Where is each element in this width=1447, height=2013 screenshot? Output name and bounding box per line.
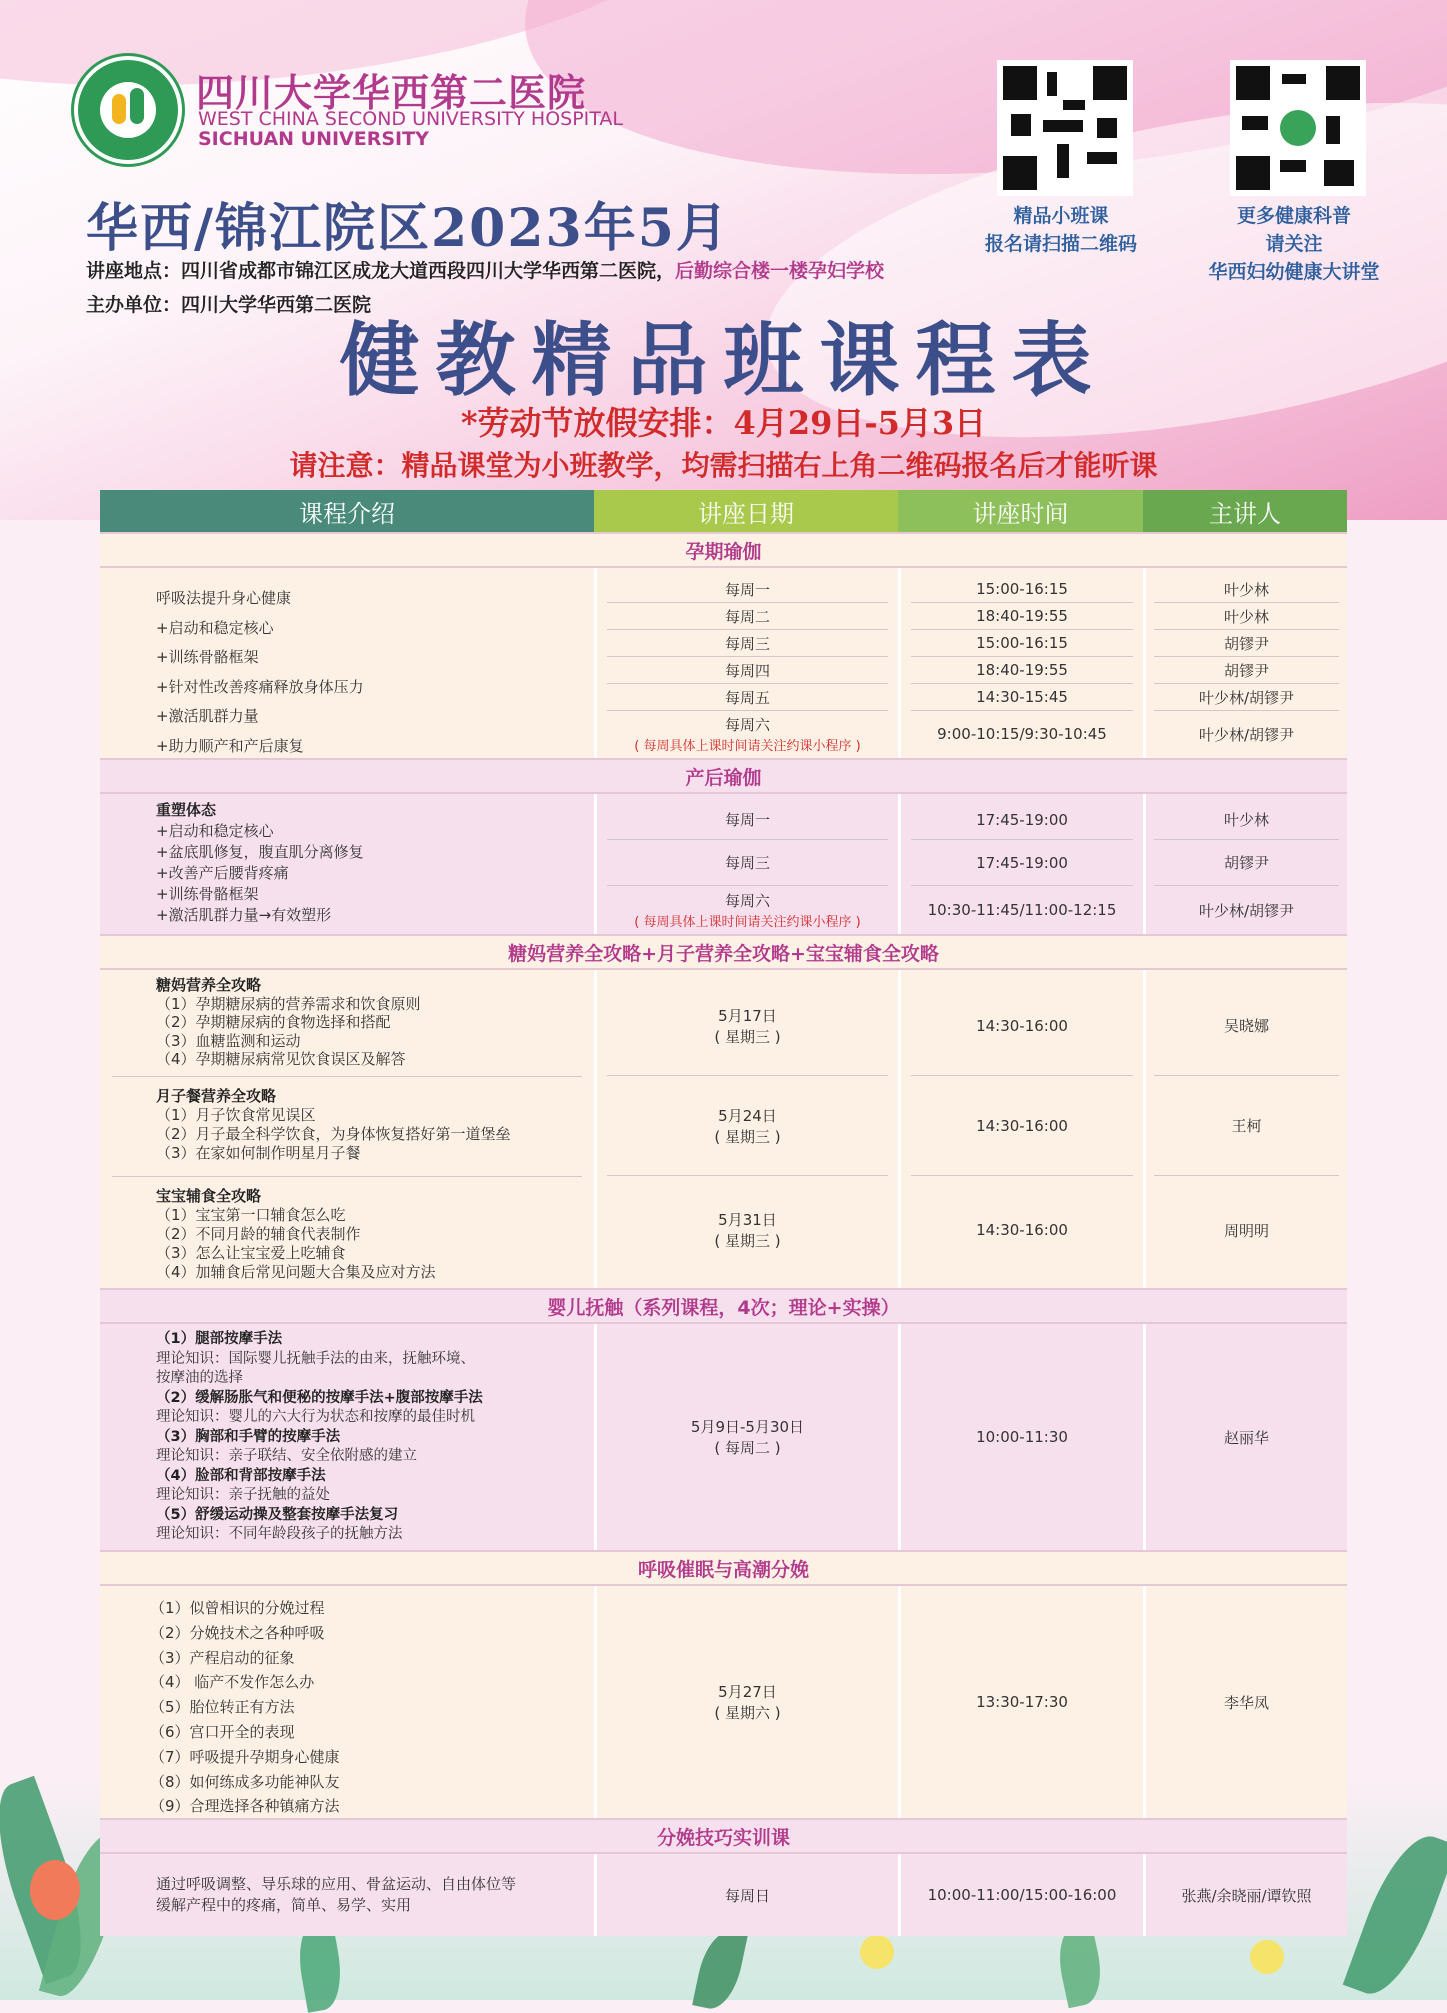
speaker-cell: 叶少林/胡镠尹 [1198, 901, 1295, 920]
speaker-cell: 叶少林/胡镠尹 [1154, 684, 1339, 711]
header-speaker: 主讲人 [1143, 490, 1347, 532]
date-cell: 每周四 [607, 657, 888, 684]
header-time: 讲座时间 [898, 490, 1143, 532]
course-description: （1）腿部按摩手法 理论知识：国际婴儿抚触手法的由来，抚触环境、 按摩油的选择 （2）缓解肠胀气和便秘的按摩手法+腹部按摩手法 理论知识：婴儿的六大行为状态和按摩的最佳时机 （3）胸部和手臂的按摩手法 理论知识：亲子联结、安全依附感的建立 （4）脸部和背部按摩手法 理论知识：亲子抚触的益处 （5）舒缓运动操及整套按摩手法复习 理论知识：不同年龄段孩子的抚触方法 [156, 1331, 483, 1542]
course-item: 糖妈营养全攻略 （1）孕期糖尿病的营养需求和饮食原则 （2）孕期糖尿病的食物选择和搭配 （3）血糖监测和运动 （4）孕期糖尿病常见饮食误区及解答 [112, 976, 582, 1077]
section-nutrition [100, 970, 1347, 1288]
date-cell: 每周六 ( 每周具体上课时间请关注约课小程序 ) [634, 892, 861, 930]
section-infant-massage [100, 1324, 1347, 1550]
date-cell: 每周二 [607, 603, 888, 630]
course-description [100, 970, 594, 1288]
date-cell: 每周三 [607, 840, 888, 886]
time-cell: 14:30-16:00 [976, 1221, 1068, 1239]
signup-notice: 请注意：精品课堂为小班教学，均需扫描右上角二维码报名后才能听课 [289, 449, 1158, 482]
time-cell: 17:45-19:00 [911, 800, 1133, 840]
time-cell: 13:30-17:30 [898, 1586, 1143, 1818]
time-cell: 15:00-16:15 [911, 576, 1133, 603]
speaker-cell: 叶少林 [1154, 603, 1339, 630]
date-cell: 5月24日 ( 星期三 ) [607, 1076, 888, 1176]
section-title: 分娩技巧实训课 [100, 1818, 1347, 1854]
date-cell: 5月17日 ( 星期三 ) [607, 976, 888, 1076]
header-course: 课程介绍 [100, 490, 594, 532]
schedule-table [100, 490, 1347, 1936]
speaker-cell: 叶少林 [1154, 576, 1339, 603]
time-cell: 14:30-16:00 [911, 976, 1133, 1076]
section-title: 孕期瑜伽 [100, 532, 1347, 568]
hospital-logo [74, 56, 182, 164]
section-postpartum-yoga [100, 794, 1347, 934]
speaker-column [1143, 568, 1347, 758]
time-cell: 10:30-11:45/11:00-12:15 [927, 901, 1117, 919]
course-item: 月子餐营养全攻略 （1）月子饮食常见误区 （2）月子最全科学饮食，为身体恢复搭好第一道堡垒 （3）在家如何制作明星月子餐 [112, 1077, 582, 1177]
speaker-cell: 叶少林 [1154, 800, 1339, 840]
time-column [898, 970, 1143, 1288]
time-cell: 14:30-15:45 [911, 684, 1133, 711]
venue-info: 讲座地点：四川省成都市锦江区成龙大道西段四川大学华西第二医院，后勤综合楼一楼孕妇学校 [86, 260, 885, 282]
date-cell: 每周日 [594, 1854, 898, 1936]
time-cell: 10:00-11:00/15:00-16:00 [898, 1854, 1143, 1936]
time-cell: 18:40-19:55 [911, 657, 1133, 684]
course-description: 呼吸法提升身心健康 +启动和稳定核心 +训练骨骼框架 +针对性改善疼痛释放身体压力 +激活肌群力量 +助力顺产和产后康复 [156, 589, 364, 755]
section-title: 产后瑜伽 [100, 758, 1347, 794]
date-column [594, 568, 898, 758]
qr-code-signup[interactable] [997, 60, 1133, 196]
time-cell: 18:40-19:55 [911, 603, 1133, 630]
time-column [898, 794, 1143, 934]
speaker-cell: 张燕/余晓丽/谭钦照 [1143, 1854, 1347, 1936]
qr-code-follow[interactable] [1230, 60, 1366, 196]
schedule-title: 健教精品班课程表 [339, 313, 1108, 407]
organizer-info: 主办单位：四川大学华西第二医院 [86, 294, 372, 316]
date-cell: 5月27日 ( 星期六 ) [594, 1586, 898, 1818]
qr-caption-signup: 精品小班课 报名请扫描二维码 [984, 205, 1137, 255]
speaker-cell: 李华凤 [1143, 1586, 1347, 1818]
date-cell: 5月31日 ( 星期三 ) [714, 1211, 781, 1250]
speaker-column [1143, 794, 1347, 934]
flower-decor [1250, 1940, 1284, 1974]
time-cell: 15:00-16:15 [911, 630, 1133, 657]
speaker-cell: 吴晓娜 [1154, 976, 1339, 1076]
hospital-name-cn: 四川大学华西第二医院 [196, 71, 587, 115]
speaker-cell: 周明明 [1223, 1221, 1269, 1240]
time-cell: 14:30-16:00 [911, 1076, 1133, 1176]
date-cell: 每周一 [607, 800, 888, 840]
date-cell: 5月9日-5月30日 ( 每周二 ) [594, 1324, 898, 1550]
time-cell: 10:00-11:30 [898, 1324, 1143, 1550]
speaker-column [1143, 970, 1347, 1288]
table-header [100, 490, 1347, 532]
section-birth-skills [100, 1854, 1347, 1936]
time-column [898, 568, 1143, 758]
speaker-cell: 胡镠尹 [1154, 840, 1339, 886]
flower-decor [30, 1860, 80, 1920]
qr-caption-follow: 更多健康科普 请关注 华西妇幼健康大讲堂 [1208, 205, 1380, 283]
date-cell: 每周三 [607, 630, 888, 657]
speaker-cell: 王柯 [1154, 1076, 1339, 1176]
date-cell: 每周六 ( 每周具体上课时间请关注约课小程序 ) [634, 716, 861, 754]
date-cell: 每周五 [607, 684, 888, 711]
speaker-cell: 胡镠尹 [1154, 630, 1339, 657]
date-column [594, 970, 898, 1288]
flower-decor [860, 1935, 894, 1969]
section-prenatal-yoga [100, 568, 1347, 758]
header-date: 讲座日期 [594, 490, 898, 532]
date-cell: 每周一 [607, 576, 888, 603]
holiday-notice: *劳动节放假安排：4月29日-5月3日 [460, 404, 987, 442]
time-cell: 17:45-19:00 [911, 840, 1133, 886]
course-description: 重塑体态 +启动和稳定核心 +盆底肌修复，腹直肌分离修复 +改善产后腰背疼痛 +训练骨骼框架 +激活肌群力量→有效塑形 [156, 801, 364, 924]
time-cell: 9:00-10:15/9:30-10:45 [937, 725, 1107, 743]
speaker-cell: 胡镠尹 [1154, 657, 1339, 684]
speaker-cell: 赵丽华 [1143, 1324, 1347, 1550]
page-title: 华西/锦江院区2023年5月 [86, 198, 730, 259]
hospital-name-en-university: SICHUAN UNIVERSITY [198, 128, 429, 150]
hospital-name-en: WEST CHINA SECOND UNIVERSITY HOSPITAL [198, 108, 623, 130]
date-column [594, 794, 898, 934]
section-title: 婴儿抚触（系列课程，4次；理论+实操） [100, 1288, 1347, 1324]
course-description: 通过呼吸调整、导乐球的应用、骨盆运动、自由体位等 缓解产程中的疼痛，简单、易学、实用 [156, 1875, 517, 1914]
speaker-cell: 叶少林/胡镠尹 [1198, 725, 1295, 744]
section-title: 呼吸催眠与高潮分娩 [100, 1550, 1347, 1586]
course-description: （1）似曾相识的分娩过程 （2）分娩技术之各种呼吸 （3）产程启动的征象 （4） 临产不发作怎么办 （5）胎位转正有方法 （6）宫口开全的表现 （7）呼吸提升孕期身心健康 （8）如何练成多功能神队友 （9）合理选择各种镇痛方法 [150, 1599, 340, 1816]
course-item: 宝宝辅食全攻略 （1）宝宝第一口辅食怎么吃 （2）不同月龄的辅食代表制作 （3）怎么让宝宝爱上吃辅食 （4）加辅食后常见问题大合集及应对方法 [156, 1187, 436, 1281]
section-breathing-birth [100, 1586, 1347, 1818]
section-title: 糖妈营养全攻略+月子营养全攻略+宝宝辅食全攻略 [100, 934, 1347, 970]
